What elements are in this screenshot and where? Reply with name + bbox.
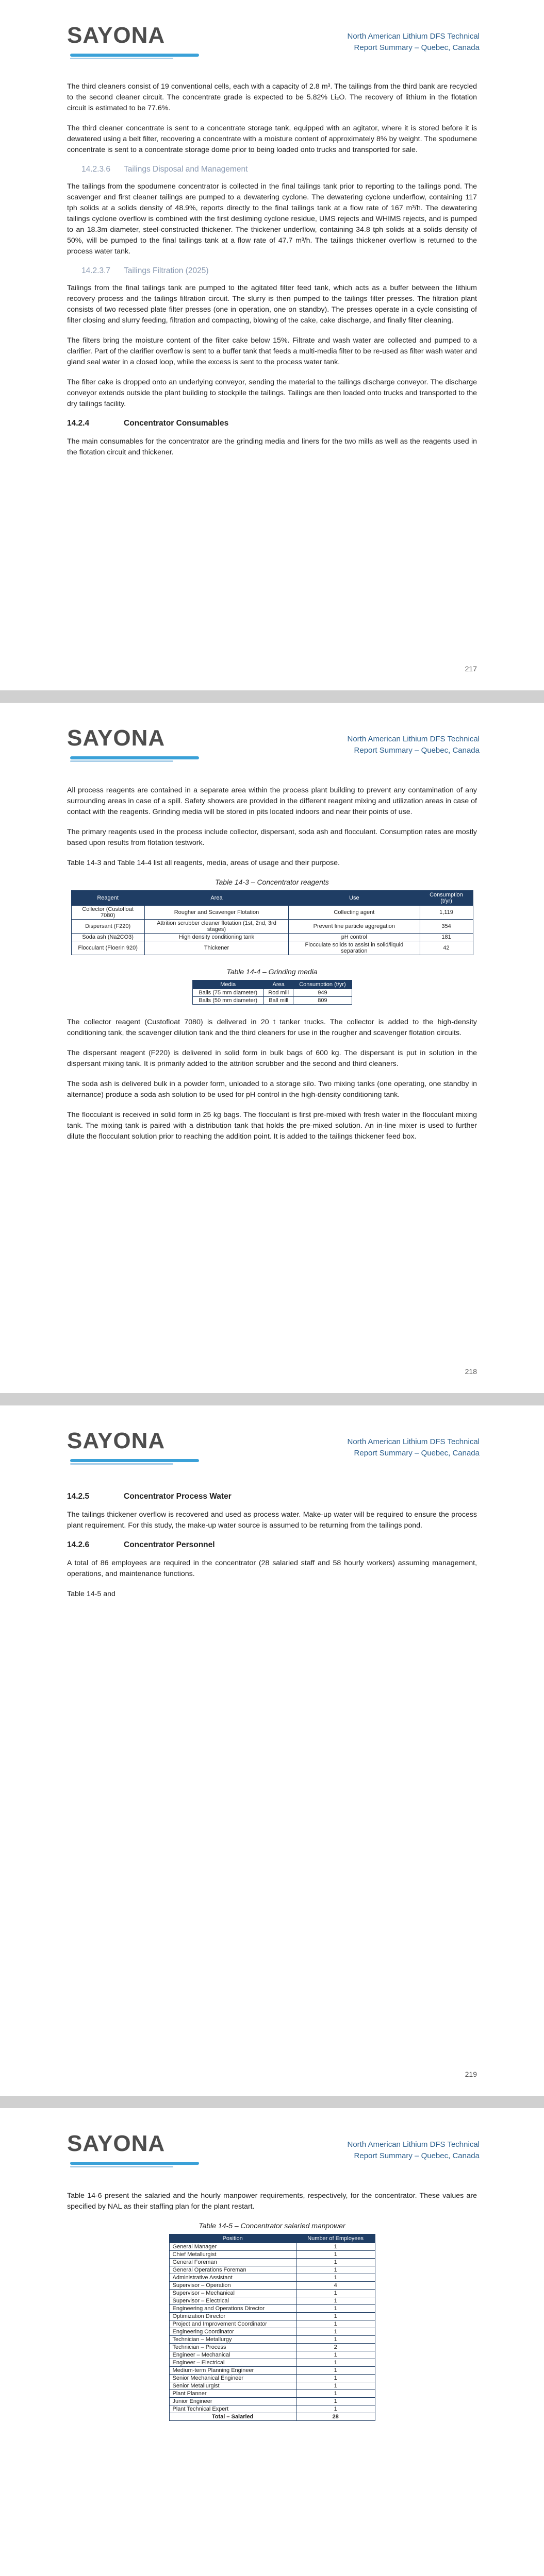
table-row	[169, 2390, 375, 2398]
header-title	[348, 1436, 480, 1459]
column-header: Number of Employees	[296, 2234, 375, 2243]
table-cell: 1	[296, 2243, 375, 2251]
table-cell: Collector (Custofloat 7080)	[71, 906, 144, 920]
table-cell: 949	[293, 989, 352, 997]
logo-swoosh	[70, 1459, 199, 1462]
section-heading: 14.2.5 Concentrator Process Water	[67, 1492, 232, 1501]
table-cell: Junior Engineer	[169, 2398, 296, 2405]
table-cell: Project and Improvement Coordinator	[169, 2320, 296, 2328]
table-cell: Senior Metallurgist	[169, 2382, 296, 2390]
table-caption: Table 14-4 – Grinding media	[226, 968, 318, 976]
table-cell: Administrative Assistant	[169, 2274, 296, 2282]
table-cell: Engineering and Operations Director	[169, 2305, 296, 2313]
table-cell: Plant Technical Expert	[169, 2405, 296, 2413]
table-cell: 1	[296, 2313, 375, 2320]
table-cell: 1	[296, 2328, 375, 2336]
table-row	[169, 2359, 375, 2367]
table-cell: Supervisor – Mechanical	[169, 2290, 296, 2297]
table-cell: 1	[296, 2336, 375, 2344]
table-cell: General Operations Foreman	[169, 2266, 296, 2274]
logo-swoosh-secondary	[70, 1463, 173, 1465]
paragraph: The third cleaner concentrate is sent to a concentrate storage tank, equipped with an agitator, where it is stored before it is dewatered using a belt filter, recovering a concentrate with a moisture content of approximately 8% by weight. The spodumene concentrate is sent to a concentrate storage dome prior to being loaded onto trucks and transported for sale.	[67, 124, 477, 154]
paragraph: The filter cake is dropped onto an underlying conveyor, sending the material to the tailings discharge conveyor. The discharge conveyor extends outside the plant building to stockpile the tailings. Tailings are then loaded onto trucks and transported to the dry tailings facility.	[67, 378, 477, 408]
table-cell: Rougher and Scavenger Flotation	[144, 906, 288, 920]
table-cell: Supervisor – Electrical	[169, 2297, 296, 2305]
table-cell: Rod mill	[263, 989, 293, 997]
table-cell: pH control	[289, 934, 420, 941]
table-row	[71, 920, 473, 934]
table-cell: Medium-term Planning Engineer	[169, 2367, 296, 2375]
table-cell: 1,119	[420, 906, 473, 920]
table-cell: 354	[420, 920, 473, 934]
column-header: Area	[144, 891, 288, 906]
table-row	[71, 934, 473, 941]
table-cell: Prevent fine particle aggregation	[289, 920, 420, 934]
table-cell: 4	[296, 2282, 375, 2290]
table-caption: Table 14-5 – Concentrator salaried manpower	[199, 2222, 345, 2230]
page-number: 218	[465, 1367, 477, 1376]
logo-swoosh-secondary	[70, 58, 173, 59]
table-row	[169, 2328, 375, 2336]
table-row	[169, 2344, 375, 2351]
sayona-logo: SAYONA	[67, 1428, 166, 1453]
table-row	[169, 2282, 375, 2290]
table-cell: 28	[296, 2413, 375, 2421]
page-header	[67, 1427, 480, 1473]
table-cell: 1	[296, 2251, 375, 2259]
page-217	[0, 0, 544, 690]
page-header	[67, 2130, 480, 2176]
table-cell: Technician – Metallurgy	[169, 2336, 296, 2344]
table-cell: Ball mill	[263, 997, 293, 1005]
page-body	[67, 785, 477, 1151]
table-cell: Senior Mechanical Engineer	[169, 2375, 296, 2382]
header-line-1: North American Lithium DFS Technical	[347, 1437, 480, 1446]
table-cell: 42	[420, 941, 473, 955]
table-row	[169, 2367, 375, 2375]
table-cell: General Foreman	[169, 2259, 296, 2266]
table-cell: Soda ash (Na2CO3)	[71, 934, 144, 941]
table-cell: Plant Planner	[169, 2390, 296, 2398]
paragraph: A total of 86 employees are required in the concentrator (28 salaried staff and 58 hourly workers) assuming management, operations, and maintenance functions.	[67, 1559, 477, 1578]
table-row	[71, 906, 473, 920]
table-cell: 1	[296, 2405, 375, 2413]
logo-swoosh-secondary	[70, 2166, 173, 2167]
table-cell: 1	[296, 2320, 375, 2328]
table-cell: 1	[296, 2266, 375, 2274]
header-line-1: North American Lithium DFS Technical	[347, 32, 480, 41]
table-cell: Technician – Process	[169, 2344, 296, 2351]
paragraph: Tailings from the final tailings tank are pumped to the agitated filter feed tank, which acts as a buffer between the lithium recovery process and the tailings filtration circuit. The slurry is then pumped to the tailings filter presses. The filtration plant consists of two recessed plate filter presses (one in operation, one on standby). The presses operate in a cycle consisting of filter closing and slurry feeding, filtration and compacting, blowing of the cake, cake discharge, and finally filter cleaning.	[67, 284, 477, 325]
header-line-1: North American Lithium DFS Technical	[347, 735, 480, 743]
header-title	[348, 734, 480, 756]
paragraph: The third cleaners consist of 19 conventional cells, each with a capacity of 2.8 m³. The tailings from the third bank are recycled to the second cleaner circuit. The concentrate grade is expected to be 5.82% Li₂O. The recovery of lithium in the flotation circuit is estimated to be 77.6%.	[67, 82, 477, 112]
column-header: Area	[263, 980, 293, 989]
table-cell: 1	[296, 2390, 375, 2398]
table-row	[169, 2313, 375, 2320]
table-row	[169, 2336, 375, 2344]
page-body	[67, 81, 477, 467]
page-header	[67, 724, 480, 771]
table-row	[169, 2266, 375, 2274]
grinding-media-table	[192, 980, 352, 1005]
table-cell: Flocculant (Floerin 920)	[71, 941, 144, 955]
sayona-logo: SAYONA	[67, 23, 166, 48]
column-header: Consumption (t/yr)	[293, 980, 352, 989]
section-heading: 14.2.3.6 Tailings Disposal and Management	[81, 165, 248, 174]
header-line-2: Report Summary – Quebec, Canada	[354, 43, 480, 52]
paragraph: The primary reagents used in the process include collector, dispersant, soda ash and flocculant. Consumption rates are mostly based upon results from flotation testwork.	[67, 828, 477, 847]
paragraph: The dispersant reagent (F220) is delivered in solid form in bulk bags of 600 kg. The dispersant is put in solution in the dispersant mixing tank. It is primarily added to the attrition scrubber and the second and third cleaners.	[67, 1049, 477, 1068]
header-line-2: Report Summary – Quebec, Canada	[354, 1449, 480, 1458]
table-row	[169, 2290, 375, 2297]
reagents-table	[71, 890, 473, 955]
logo-swoosh	[70, 54, 199, 57]
table-cell: Chief Metallurgist	[169, 2251, 296, 2259]
table-row	[169, 2320, 375, 2328]
table-row	[169, 2297, 375, 2305]
section-heading: 14.2.4 Concentrator Consumables	[67, 419, 229, 428]
table-row	[169, 2259, 375, 2266]
logo-swoosh	[70, 2162, 199, 2165]
header-line-1: North American Lithium DFS Technical	[347, 2140, 480, 2149]
page-218	[0, 703, 544, 1393]
header-line-2: Report Summary – Quebec, Canada	[354, 746, 480, 755]
table-row	[169, 2243, 375, 2251]
paragraph: The tailings from the spodumene concentrator is collected in the final tailings tank prior to reporting to the tailings pond. The scavenger and first cleaner tailings are pumped to a dewatering cyclone. The dewatering cyclone underflow, containing 117 tph solids at a solids density of 48.9%, reports directly to the final tailings tank at a flow rate of 167 m³/h. The dewatering tailings cyclone overflow is combined with the first desliming cyclone residue, UMS rejects and WHIMS rejects, and is pumped to an 18.3m diameter, steel-constructed thickener. The thickener underflow, containing 34.8 tph solids at a solids density of 50%, will be pumped to the final tailings tank at a flow rate of 47.7 m³/h. The tailings thickener overflow is returned to the process water tank.	[67, 182, 477, 256]
table-cell: Total – Salaried	[169, 2413, 296, 2421]
page-body	[67, 1488, 477, 1609]
table-cell: 1	[296, 2359, 375, 2367]
table-cell: 809	[293, 997, 352, 1005]
column-header: Reagent	[71, 891, 144, 906]
table-cell: Balls (50 mm diameter)	[192, 997, 263, 1005]
table-cell: Attrition scrubber cleaner flotation (1st, 2nd, 3rd stages)	[144, 920, 288, 934]
table-row	[192, 989, 352, 997]
paragraph: The filters bring the moisture content of the filter cake below 15%. Filtrate and wash water are collected and pumped to a clarifier. Part of the clarifier overflow is sent to a buffer tank that feeds a multi-media filter to be re-used as filter wash water and gland seal water in a closed loop, while the excess is sent to the process water tank.	[67, 336, 477, 366]
paragraph: The soda ash is delivered bulk in a powder form, unloaded to a storage silo. Two mixing tanks (one operating, one standby in alternance) produce a soda ash solution to be used for pH control in the high-density conditioning tank.	[67, 1080, 477, 1099]
table-row	[169, 2382, 375, 2390]
table-cell: 1	[296, 2274, 375, 2282]
paragraph: Table 14-5 and	[67, 1590, 116, 1598]
table-cell: Flocculate solids to assist in solid/liquid separation	[289, 941, 420, 955]
table-cell: 1	[296, 2297, 375, 2305]
paragraph: The flocculant is received in solid form in 25 kg bags. The flocculant is first pre-mixed with fresh water in the flocculant mixing tank. The mixing tank is paired with a distribution tank that holds the pre-mixed solution. An in-line mixer is used to further dilute the flocculant solution prior to reaching the addition point. It is added to the tailings thickener feed box.	[67, 1111, 477, 1141]
paragraph: The collector reagent (Custofloat 7080) is delivered in 20 t tanker trucks. The collector is added to the high-density conditioning tank, the scavenger dilution tank and the third cleaners for use in the rougher and scavenger flotation circuits.	[67, 1018, 477, 1037]
table-cell: High density conditioning tank	[144, 934, 288, 941]
column-header: Use	[289, 891, 420, 906]
table-cell: General Manager	[169, 2243, 296, 2251]
table-row	[169, 2405, 375, 2413]
table-row	[169, 2351, 375, 2359]
table-cell: 2	[296, 2344, 375, 2351]
table-row	[169, 2305, 375, 2313]
table-row	[169, 2251, 375, 2259]
section-heading: 14.2.3.7 Tailings Filtration (2025)	[81, 266, 209, 275]
salaried-manpower-table	[169, 2234, 375, 2421]
column-header: Position	[169, 2234, 296, 2243]
table-caption: Table 14-3 – Concentrator reagents	[215, 878, 329, 886]
header-title	[348, 2139, 480, 2162]
table-cell: Engineer – Mechanical	[169, 2351, 296, 2359]
table-row	[169, 2375, 375, 2382]
page-219	[0, 1405, 544, 2096]
page-220	[0, 2108, 544, 2576]
header-line-2: Report Summary – Quebec, Canada	[354, 2151, 480, 2160]
logo-swoosh	[70, 756, 199, 759]
table-cell: Balls (75 mm diameter)	[192, 989, 263, 997]
table-total-row	[169, 2413, 375, 2421]
table-cell: Engineer – Electrical	[169, 2359, 296, 2367]
table-row	[169, 2398, 375, 2405]
column-header: Consumption (t/yr)	[420, 891, 473, 906]
table-cell: 1	[296, 2382, 375, 2390]
table-cell: Thickener	[144, 941, 288, 955]
sayona-logo: SAYONA	[67, 2131, 166, 2156]
section-heading: 14.2.6 Concentrator Personnel	[67, 1540, 215, 1549]
table-cell: 1	[296, 2398, 375, 2405]
table-row	[192, 997, 352, 1005]
header-title	[348, 31, 480, 54]
table-cell: Supervisor – Operation	[169, 2282, 296, 2290]
sayona-logo: SAYONA	[67, 725, 166, 751]
table-cell: 1	[296, 2351, 375, 2359]
page-body	[67, 2191, 477, 2433]
table-cell: 1	[296, 2375, 375, 2382]
table-cell: Collecting agent	[289, 906, 420, 920]
paragraph: The main consumables for the concentrator are the grinding media and liners for the two mills as well as the reagents used in the flotation circuit and thickener.	[67, 437, 477, 456]
page-number: 217	[465, 665, 477, 673]
table-cell: 1	[296, 2367, 375, 2375]
table-row	[71, 941, 473, 955]
page-header	[67, 22, 480, 68]
paragraph: The tailings thickener overflow is recovered and used as process water. Make-up water will be required to ensure the process plant requirement. For this study, the make-up water source is assumed to be returning from the tailings pond.	[67, 1511, 477, 1530]
table-cell: 1	[296, 2305, 375, 2313]
table-cell: Dispersant (F220)	[71, 920, 144, 934]
table-cell: 1	[296, 2290, 375, 2297]
table-row	[169, 2274, 375, 2282]
paragraph: Table 14-6 present the salaried and the hourly manpower requirements, respectively, for the concentrator. These values are specified by NAL as their staffing plan for the plant restart.	[67, 2192, 477, 2211]
paragraph: Table 14-3 and Table 14-4 list all reagents, media, areas of usage and their purpose.	[67, 859, 340, 867]
logo-swoosh-secondary	[70, 760, 173, 762]
table-cell: 181	[420, 934, 473, 941]
table-cell: Optimization Director	[169, 2313, 296, 2320]
column-header: Media	[192, 980, 263, 989]
table-cell: Engineering Coordinator	[169, 2328, 296, 2336]
table-cell: 1	[296, 2259, 375, 2266]
page-number: 219	[465, 2070, 477, 2078]
paragraph: All process reagents are contained in a separate area within the process plant building to prevent any contamination of any surrounding areas in case of a spill. Safety showers are provided in the different reagent mixing and utilization areas in case of contact with the reagents. Grinding media will be stored in pits located indoors and near their points of use.	[67, 786, 477, 816]
